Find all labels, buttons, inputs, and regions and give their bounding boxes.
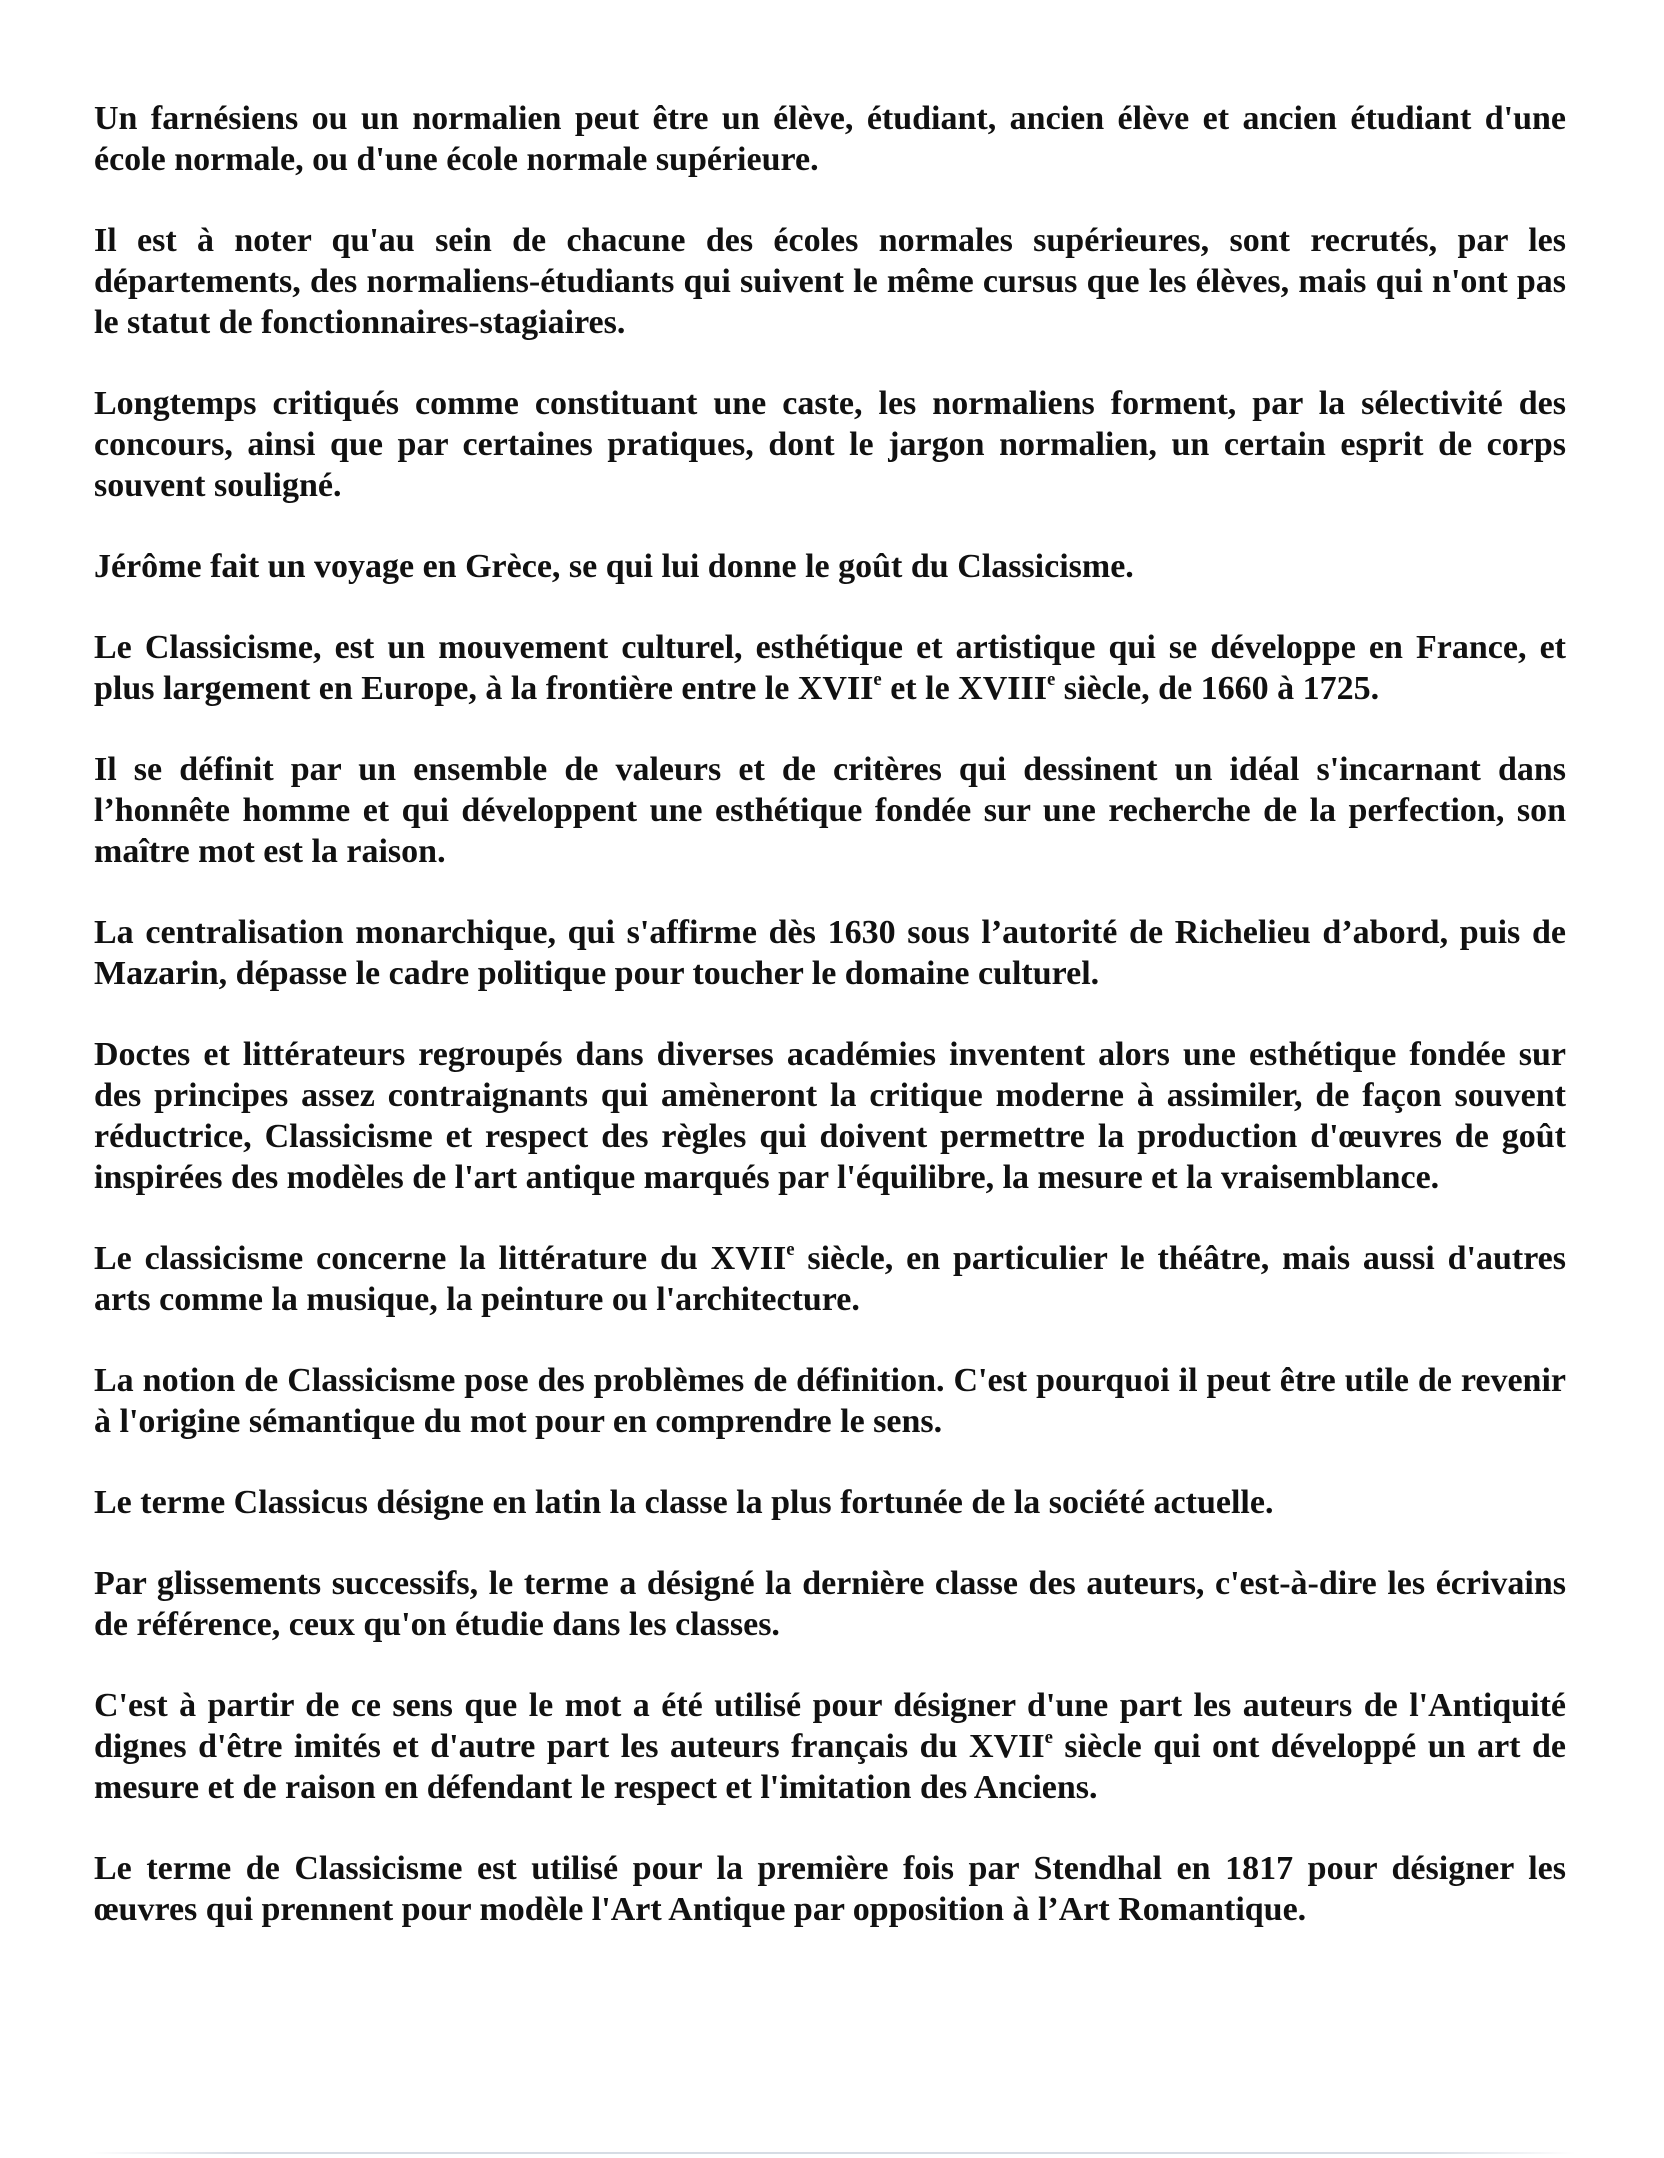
paragraph: Il se définit par un ensemble de valeurs et de critères qui dessinent un idéal s'incarnant dans l’honnête homme et qui développent une esthétique fondée sur une recherche de la perfection, son maître mot est la raison.	[94, 751, 1566, 870]
text-run: C'est à partir de ce sens que le mot a été utilisé pour désigner d'une part les auteurs de l'Antiquité dignes d'être imités et d'autre part les auteurs français du XVII	[94, 1687, 1566, 1765]
text-run: siècle, de 1660 à 1725.	[1055, 670, 1380, 707]
text-run: siècle, en particulier le théâtre, mais aussi d'autres arts comme la musique, la peinture ou l'architecture.	[94, 1240, 1567, 1318]
text-run: siècle qui ont développé un art de mesure et de raison en défendant le respect et l'imitation des Anciens.	[94, 1728, 1566, 1806]
paragraph: La centralisation monarchique, qui s'affirme dès 1630 sous l’autorité de Richelieu d’abord, puis de Mazarin, dépasse le cadre politique pour toucher le domaine culturel.	[94, 914, 1566, 992]
paragraph: Jérôme fait un voyage en Grèce, se qui lui donne le goût du Classicisme.	[94, 548, 1134, 585]
superscript: e	[873, 668, 882, 690]
paragraph: Doctes et littérateurs regroupés dans diverses académies inventent alors une esthétique fondée sur des principes assez contraignants qui amèneront la critique moderne à assimiler, de façon souvent réductrice, Classicisme et respect des règles qui doivent permettre la production d'œuvres de goût inspirées des modèles de l'art antique marqués par l'équilibre, la mesure et la vraisemblance.	[94, 1036, 1566, 1196]
paragraph	[94, 1685, 1566, 1808]
paragraph: Le terme Classicus désigne en latin la classe la plus fortunée de la société actuelle.	[94, 1484, 1274, 1521]
paragraph: Le terme de Classicisme est utilisé pour la première fois par Stendhal en 1817 pour désigner les œuvres qui prennent pour modèle l'Art Antique par opposition à l’Art Romantique.	[94, 1850, 1566, 1928]
paragraph: Il est à noter qu'au sein de chacune des écoles normales supérieures, sont recrutés, par les départements, des normaliens-étudiants qui suivent le même cursus que les élèves, mais qui n'ont pas le statut de fonctionnaires-stagiaires.	[94, 222, 1566, 341]
superscript: e	[1046, 668, 1056, 690]
superscript: e	[786, 1238, 795, 1260]
text-run: Le classicisme concerne la littérature du XVII	[94, 1240, 787, 1277]
paragraph: Un farnésiens ou un normalien peut être un élève, étudiant, ancien élève et ancien étudiant d'une école normale, ou d'une école normale supérieure.	[94, 100, 1566, 178]
text-run: Le Classicisme, est un mouvement culturel, esthétique et artistique qui se développe en France, et plus largement en Europe, à la frontière entre le XVII	[94, 629, 1566, 707]
paragraph: Longtemps critiqués comme constituant une caste, les normaliens forment, par la sélectivité des concours, ainsi que par certaines pratiques, dont le jargon normalien, un certain esprit de corps souvent souligné.	[94, 385, 1566, 504]
paragraph: Par glissements successifs, le terme a désigné la dernière classe des auteurs, c'est-à-dire les écrivains de référence, ceux qu'on étudie dans les classes.	[94, 1565, 1566, 1643]
document-page	[94, 98, 1566, 1930]
text-run: et le XVIII	[881, 670, 1047, 707]
superscript: e	[1044, 1726, 1053, 1748]
paragraph	[94, 627, 1566, 709]
paragraph	[94, 1238, 1566, 1320]
page-bottom-edge	[88, 2152, 1576, 2154]
paragraph: La notion de Classicisme pose des problèmes de définition. C'est pourquoi il peut être utile de revenir à l'origine sémantique du mot pour en comprendre le sens.	[94, 1362, 1566, 1440]
